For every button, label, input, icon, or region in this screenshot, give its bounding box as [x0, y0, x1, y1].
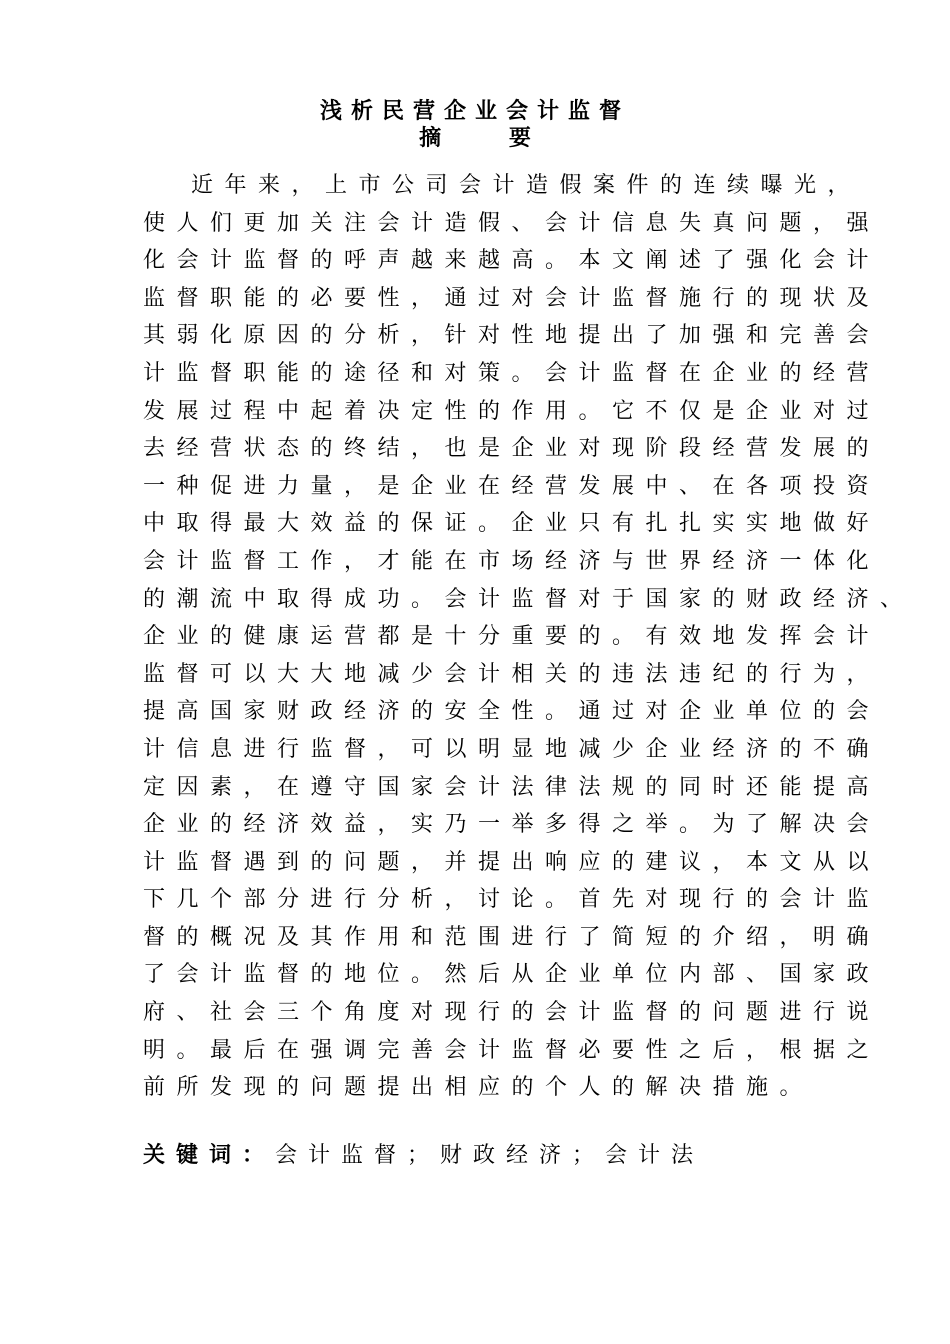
- keywords-row: [143, 1137, 704, 1174]
- keywords-value: 会计监督；财政经济；会计法: [275, 1143, 705, 1168]
- abstract-line: 企业的经济效益，实乃一举多得之举。为了解决会: [143, 812, 881, 838]
- abstract-line: 使人们更加关注会计造假、会计信息失真问题，强: [143, 210, 881, 236]
- abstract-line: 明。最后在强调完善会计监督必要性之后，根据之: [143, 1037, 881, 1063]
- abstract-line: 监督职能的必要性，通过对会计监督施行的现状及: [143, 285, 881, 311]
- abstract-line: 前所发现的问题提出相应的个人的解决措施。: [143, 1075, 814, 1101]
- abstract-line: 中取得最大效益的保证。企业只有扎扎实实地做好: [143, 511, 881, 537]
- abstract-line: 化会计监督的呼声越来越高。本文阐述了强化会计: [143, 248, 881, 274]
- document-title: 浅析民营企业会计监督: [319, 98, 630, 124]
- abstract-heading: 摘 要: [419, 125, 561, 151]
- abstract-line: 下几个部分进行分析，讨论。首先对现行的会计监: [143, 887, 881, 913]
- abstract-line: 一种促进力量，是企业在经营发展中、在各项投资: [143, 473, 881, 499]
- abstract-line: 发展过程中起着决定性的作用。它不仅是企业对过: [143, 398, 881, 424]
- abstract-body: [143, 167, 914, 1107]
- abstract-line: 去经营状态的终结，也是企业对现阶段经营发展的: [143, 436, 881, 462]
- abstract-line: 其弱化原因的分析，针对性地提出了加强和完善会: [143, 323, 881, 349]
- abstract-line: 计监督遇到的问题，并提出响应的建议，本文从以: [143, 849, 881, 875]
- abstract-line: 定因素，在遵守国家会计法律法规的同时还能提高: [143, 774, 881, 800]
- keywords-label: 关键词：: [143, 1142, 276, 1168]
- abstract-line: 计监督职能的途径和对策。会计监督在企业的经营: [143, 360, 881, 386]
- abstract-line: 计信息进行监督，可以明显地减少企业经济的不确: [143, 736, 881, 762]
- abstract-line: 了会计监督的地位。然后从企业单位内部、国家政: [143, 962, 881, 988]
- abstract-line: 监督可以大大地减少会计相关的违法违纪的行为，: [143, 661, 881, 687]
- abstract-line: 近年来，上市公司会计造假案件的连续曝光，: [191, 173, 862, 198]
- abstract-line: 企业的健康运营都是十分重要的。有效地发挥会计: [143, 624, 881, 650]
- abstract-line: 会计监督工作，才能在市场经济与世界经济一体化: [143, 548, 881, 574]
- abstract-line: 府、社会三个角度对现行的会计监督的问题进行说: [143, 1000, 881, 1026]
- abstract-line: 的潮流中取得成功。会计监督对于国家的财政经济、: [143, 586, 914, 612]
- abstract-line: 督的概况及其作用和范围进行了简短的介绍，明确: [143, 924, 881, 950]
- abstract-line: 提高国家财政经济的安全性。通过对企业单位的会: [143, 699, 881, 725]
